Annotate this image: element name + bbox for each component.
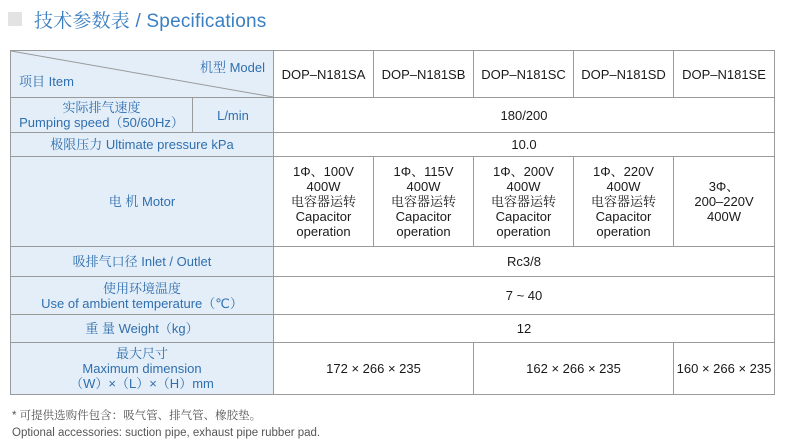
dimension-value: 172 × 266 × 235: [274, 343, 474, 395]
inlet-outlet-label: 吸排气口径 Inlet / Outlet: [11, 247, 274, 277]
table-row: [11, 343, 775, 395]
motor-cell: 1Φ、220V 400W 电容器运转 Capacitor operation: [574, 157, 674, 247]
dimension-value: 162 × 266 × 235: [474, 343, 674, 395]
spec-table: [10, 50, 775, 395]
model-name: DOP–N181SA: [274, 51, 374, 98]
ambient-temperature-label: 使用环境温度 Use of ambient temperature（℃）: [11, 277, 274, 315]
inlet-outlet-value: Rc3/8: [274, 247, 775, 277]
model-header-label: 机型 Model: [199, 60, 265, 75]
motor-cell: 3Φ、 200–220V 400W: [674, 157, 775, 247]
section-header: [8, 6, 266, 32]
motor-cell: 1Φ、100V 400W 电容器运转 Capacitor operation: [274, 157, 374, 247]
pumping-speed-label: 实际排气速度 Pumping speed（50/60Hz）: [11, 98, 193, 133]
table-row: [11, 315, 775, 343]
table-row: [11, 277, 775, 315]
model-name: DOP–N181SB: [374, 51, 474, 98]
ultimate-pressure-label: 极限压力 Ultimate pressure kPa: [11, 133, 274, 157]
table-row: [11, 247, 775, 277]
note-cn: * 可提供选购件包含：吸气管、排气管、橡胶垫。: [12, 410, 262, 422]
dimension-value: 160 × 266 × 235: [674, 343, 775, 395]
motor-cell: 1Φ、115V 400W 电容器运转 Capacitor operation: [374, 157, 474, 247]
note-en: Optional accessories: suction pipe, exhaust pipe rubber pad.: [12, 427, 321, 439]
header-square-icon: [8, 12, 22, 26]
ambient-temperature-value: 7 ~ 40: [274, 277, 775, 315]
item-header-label: 项目 Item: [19, 74, 74, 89]
weight-label: 重 量 Weight（kg）: [11, 315, 274, 343]
table-row: [11, 133, 775, 157]
dimension-label: 最大尺寸 Maximum dimension （W）×（L）×（H）mm: [11, 343, 274, 395]
table-header-row: [11, 51, 775, 98]
motor-label: 电 机 Motor: [11, 157, 274, 247]
ultimate-pressure-value: 10.0: [274, 133, 775, 157]
model-name: DOP–N181SC: [474, 51, 574, 98]
model-name: DOP–N181SD: [574, 51, 674, 98]
table-row: [11, 157, 775, 247]
weight-value: 12: [274, 315, 775, 343]
pumping-speed-value: 180/200: [274, 98, 775, 133]
motor-cell: 1Φ、200V 400W 电容器运转 Capacitor operation: [474, 157, 574, 247]
model-name: DOP–N181SE: [674, 51, 775, 98]
table-row: [11, 98, 775, 133]
corner-cell: [11, 51, 274, 98]
pumping-speed-unit: L/min: [193, 98, 274, 133]
page-title: 技术参数表 / Specifications: [34, 10, 267, 32]
